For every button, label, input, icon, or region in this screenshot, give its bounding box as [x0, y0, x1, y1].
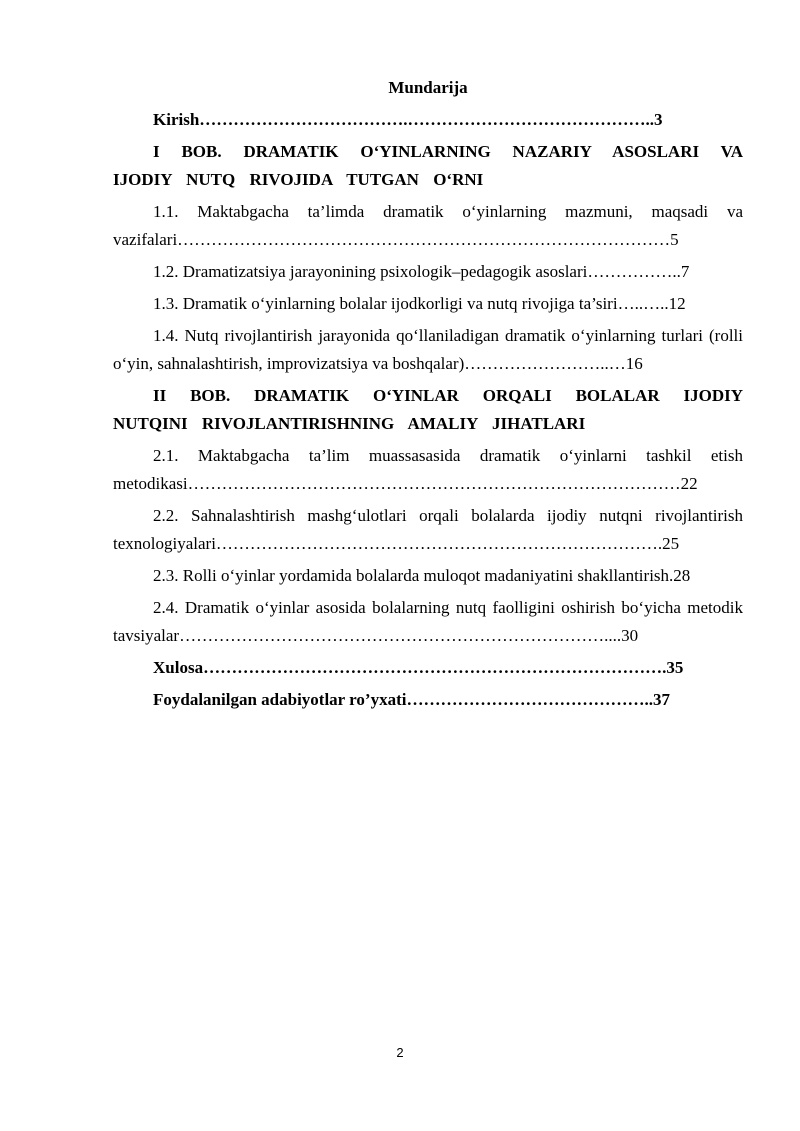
toc-entry-1-3: 1.3. Dramatik o‘yinlarning bolalar ijodkorligi va nutq rivojiga ta’siri…..…..12: [153, 294, 686, 313]
toc-entry-chapter-2: II BOB. DRAMATIK O‘YINLAR ORQALI BOLALAR IJODIY NUTQINI RIVOJLANTIRISHNING AMALIY JIHATLARI: [113, 386, 743, 433]
toc-entry-1-2: 1.2. Dramatizatsiya jarayonining psixologik–pedagogik asoslari……………..7: [153, 262, 690, 281]
toc-entry-2-2: 2.2. Sahnalashtirish mashg‘ulotlari orqali bolalarda ijodiy nutqni rivojlantirish texnologiyalari…………………………………………………………………….25: [113, 506, 743, 553]
toc-title: Mundarija: [388, 78, 468, 97]
toc-entry-introduction: Kirish……………………………….……………………………………..3: [153, 110, 663, 129]
toc-entry-conclusion: Xulosa……………………………………………………………………….35: [153, 658, 684, 677]
toc-entry-references: Foydalanilgan adabiyotlar ro’yxati……………………………………..37: [153, 690, 670, 709]
toc-entry-chapter-1: I BOB. DRAMATIK O‘YINLARNING NAZARIY ASOSLARI VA IJODIY NUTQ RIVOJIDA TUTGAN O‘RNI: [113, 142, 743, 189]
page-number: 2: [396, 1045, 404, 1060]
toc-entry-2-4: 2.4. Dramatik o‘yinlar asosida bolalarning nutq faolligini oshirish bo‘yicha metodik tavsiyalar…………………………………………………………………....30: [113, 598, 743, 645]
table-of-contents: [113, 74, 743, 718]
toc-entry-2-1: 2.1. Maktabgacha ta’lim muassasasida dramatik o‘yinlarni tashkil etish metodikasi……………………………………………………………………………22: [113, 446, 743, 493]
toc-entry-1-1: 1.1. Maktabgacha ta’limda dramatik o‘yinlarning mazmuni, maqsadi va vazifalari……………………………………………………………………………5: [113, 202, 743, 249]
toc-entry-2-3: 2.3. Rolli o‘yinlar yordamida bolalarda muloqot madaniyatini shakllantirish.28: [153, 566, 691, 585]
toc-entry-1-4: 1.4. Nutq rivojlantirish jarayonida qo‘llaniladigan dramatik o‘yinlarning turlari (rolli o‘yin, sahnalashtirish, improvizatsiya va boshqalar)……………………..…16: [113, 326, 743, 373]
